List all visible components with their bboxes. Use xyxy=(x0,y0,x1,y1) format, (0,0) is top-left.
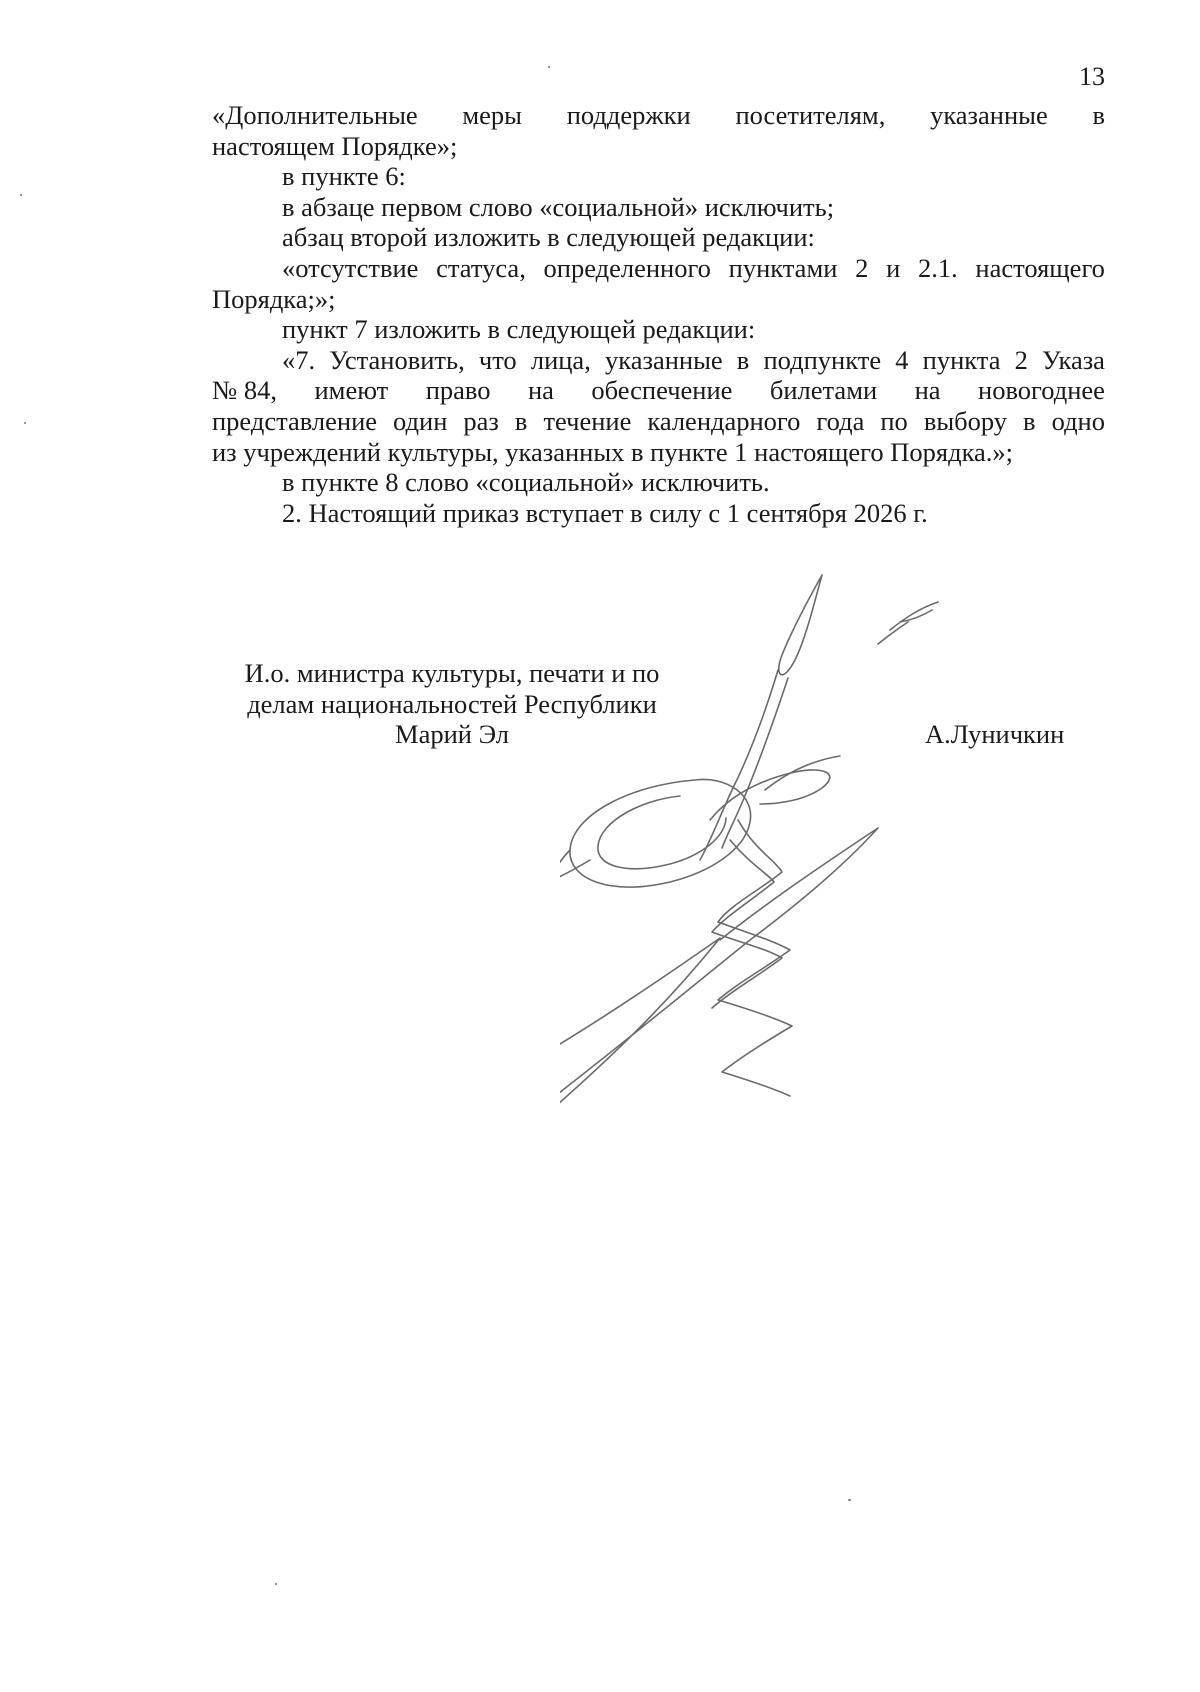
word: лица, xyxy=(530,344,591,375)
signature-upper-loop xyxy=(779,575,822,675)
word: настоящего xyxy=(975,252,1105,283)
signatory-name: А.Луничкин xyxy=(925,719,1065,749)
word: пунктами xyxy=(728,252,838,283)
document-body xyxy=(212,100,1105,528)
handwritten-signature xyxy=(560,560,980,1160)
word: выбору xyxy=(923,405,1008,436)
scan-speck xyxy=(548,66,550,68)
signature-cross-loop xyxy=(710,770,830,820)
signature-main-oval-inner xyxy=(598,796,726,869)
paragraph-1-line-1 xyxy=(212,100,1105,131)
paragraph-7-line-1 xyxy=(212,345,1105,376)
word: и xyxy=(886,252,901,283)
signature-small-mark xyxy=(878,602,938,644)
word: «Дополнительные xyxy=(212,100,418,130)
word: право xyxy=(425,375,491,406)
paragraph-4: абзац второй изложить в следующей редакции: xyxy=(282,222,815,253)
paragraph-6: пункт 7 изложить в следующей редакции: xyxy=(282,314,756,345)
paragraph-5-line-1 xyxy=(212,253,1105,284)
paragraph-7-line-4: из учреждений культуры, указанных в пункте 1 настоящего Порядка.»; xyxy=(212,436,1014,467)
word: представление xyxy=(212,405,378,436)
word: календарного xyxy=(647,405,801,436)
signature-ascender-2 xyxy=(722,678,788,848)
word: один xyxy=(393,405,448,436)
word: 2 xyxy=(1014,344,1028,375)
word: в xyxy=(1092,100,1105,130)
word: что xyxy=(478,344,517,375)
word: меры xyxy=(462,100,522,130)
page-number: 13 xyxy=(1079,62,1105,91)
word: течение xyxy=(543,405,632,436)
word: 2.1. xyxy=(917,252,958,283)
word: в xyxy=(736,344,750,375)
paragraph-3: в абзаце первом слово «социальной» исключить; xyxy=(282,191,835,222)
word: «7. xyxy=(282,344,316,375)
paragraph-9: 2. Настоящий приказ вступает в силу с 1 сентября 2026 г. xyxy=(282,497,928,528)
word: пункта xyxy=(922,344,1001,375)
word: подпункте xyxy=(763,344,882,375)
paragraph-2: в пункте 6: xyxy=(282,161,406,192)
signatory-title-line: делам национальностей Республики xyxy=(247,688,657,719)
word: 4 xyxy=(895,344,909,375)
signatory-title-line: Марий Эл xyxy=(395,719,509,750)
word: определенного xyxy=(543,252,711,283)
signature-stroke-right xyxy=(765,756,840,790)
word: 2 xyxy=(855,252,869,283)
word: имеют xyxy=(314,375,389,406)
word: обеспечение xyxy=(591,375,733,406)
word: новогоднее xyxy=(978,375,1105,406)
word: № 84, xyxy=(212,375,278,406)
scan-speck xyxy=(275,1583,277,1585)
word: посетителям, xyxy=(735,100,886,130)
signature-main-oval xyxy=(570,779,751,887)
paragraph-1-line-2: настоящем Порядке»; xyxy=(212,130,458,161)
paragraph-7-line-3 xyxy=(212,406,1105,437)
word: года xyxy=(816,405,865,436)
paragraph-5-line-2: Порядка;»; xyxy=(212,283,336,314)
word: по xyxy=(880,405,908,436)
word: на xyxy=(527,375,554,406)
signatory-title-line: И.о. министра культуры, печати и по xyxy=(244,658,660,688)
paragraph-7-line-2 xyxy=(212,375,1105,406)
scan-speck xyxy=(20,194,22,196)
scan-speck xyxy=(24,422,26,424)
word: указанные xyxy=(930,100,1048,130)
word: указанные xyxy=(604,344,723,375)
word: в xyxy=(1023,405,1036,436)
word: раз xyxy=(463,405,499,436)
word: Установить, xyxy=(329,344,465,375)
signature-ascender xyxy=(700,670,778,860)
word: в xyxy=(514,405,528,436)
scan-speck xyxy=(848,1499,851,1501)
word: поддержки xyxy=(566,100,691,130)
word: билетами xyxy=(769,375,878,406)
paragraph-8: в пункте 8 слово «социальной» исключить. xyxy=(282,467,770,498)
word: одно xyxy=(1051,405,1105,436)
word: статуса, xyxy=(436,252,526,283)
word: на xyxy=(914,375,941,406)
word: «отсутствие xyxy=(282,252,419,283)
word: Указа xyxy=(1042,344,1105,375)
